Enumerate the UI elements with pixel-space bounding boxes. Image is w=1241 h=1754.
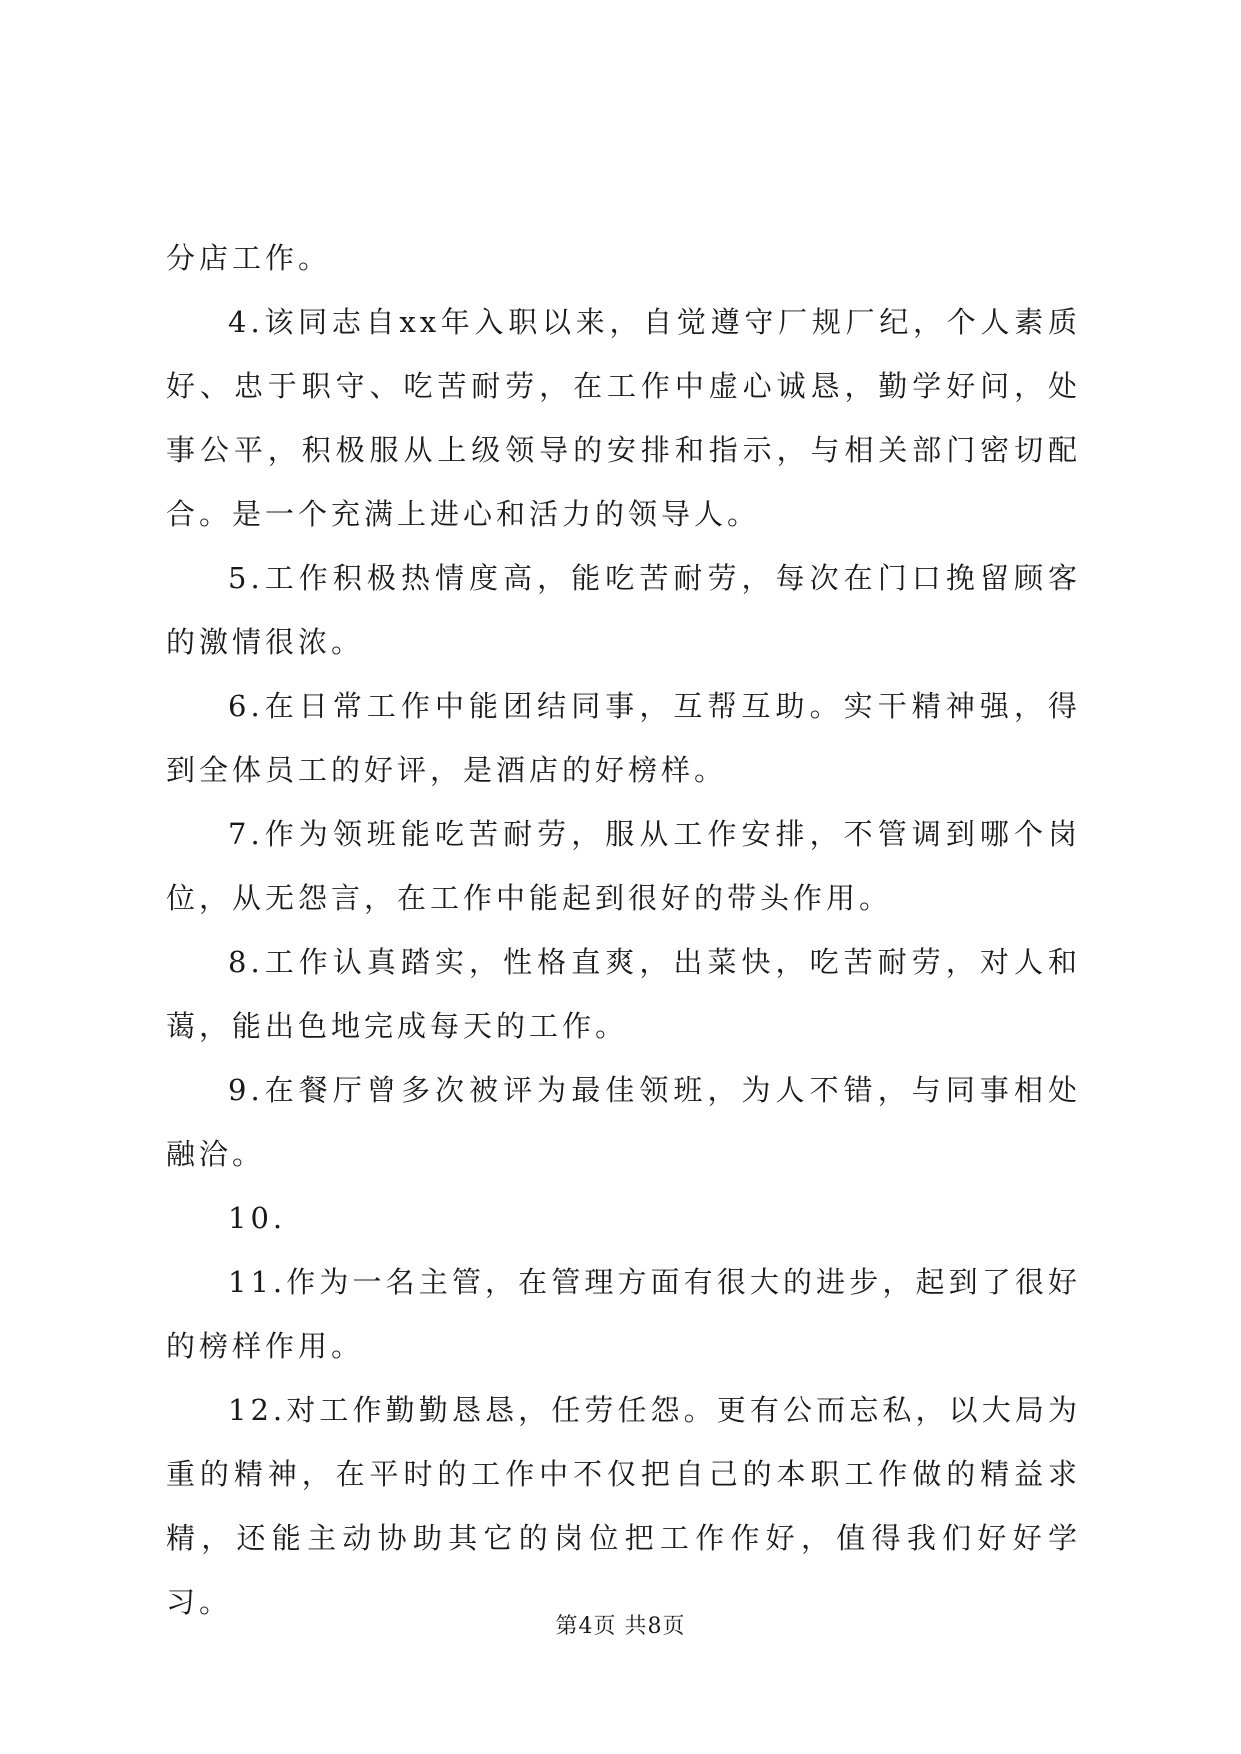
paragraph-item-9: 9.在餐厅曾多次被评为最佳领班，为人不错，与同事相处融洽。 — [166, 1073, 1081, 1171]
paragraph-item-11: 11.作为一名主管，在管理方面有很大的进步，起到了很好的榜样作用。 — [166, 1265, 1081, 1363]
paragraph-item-8: 8.工作认真踏实，性格直爽，出菜快，吃苦耐劳，对人和蔼，能出色地完成每天的工作。 — [166, 945, 1081, 1043]
paragraph-continued: 分店工作。 — [166, 241, 332, 275]
paragraph-item-5: 5.工作积极热情度高，能吃苦耐劳，每次在门口挽留顾客的激情很浓。 — [166, 561, 1081, 659]
paragraph-item-4: 4.该同志自xx年入职以来，自觉遵守厂规厂纪，个人素质好、忠于职守、吃苦耐劳，在工作中虚心诚恳，勤学好问，处事公平，积极服从上级领导的安排和指示，与相关部门密切配合。是一个充满上进心和活力的领导人。 — [166, 305, 1081, 531]
paragraph-item-7: 7.作为领班能吃苦耐劳，服从工作安排，不管调到哪个岗位，从无怨言，在工作中能起到很好的带头作用。 — [166, 817, 1081, 915]
page-number-footer: 第4页 共8页 — [555, 1614, 686, 1639]
paragraph-item-12: 12.对工作勤勤恳恳，任劳任怨。更有公而忘私，以大局为重的精神，在平时的工作中不仅把自己的本职工作做的精益求精，还能主动协助其它的岗位把工作作好，值得我们好好学习。 — [166, 1393, 1081, 1619]
paragraph-item-10: 10. — [228, 1201, 287, 1235]
paragraph-item-6: 6.在日常工作中能团结同事，互帮互助。实干精神强，得到全体员工的好评，是酒店的好榜样。 — [166, 689, 1081, 787]
document-body — [166, 226, 1081, 1634]
